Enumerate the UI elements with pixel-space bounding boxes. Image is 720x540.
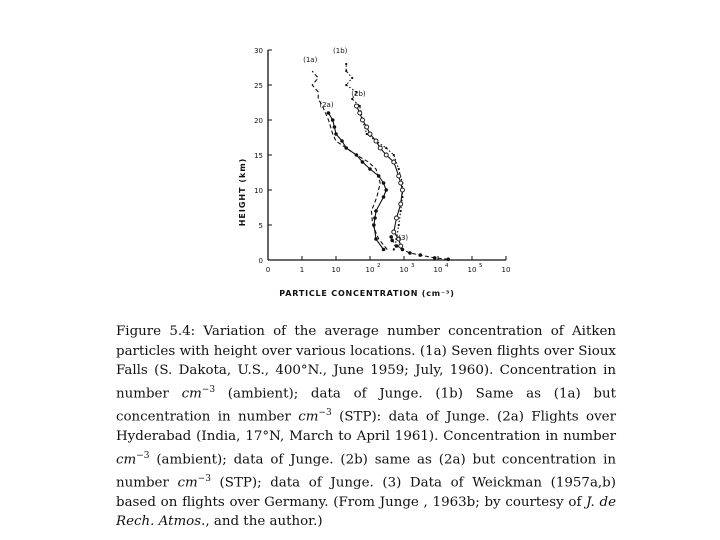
data-point [331, 118, 335, 122]
series-label: (2a) [319, 101, 334, 109]
data-point [368, 132, 372, 136]
data-point [373, 216, 377, 220]
caption-unit-2: cm [298, 409, 319, 425]
y-tick-label: 20 [254, 117, 263, 125]
series-label: (1a) [303, 56, 318, 64]
data-point [389, 235, 393, 239]
data-point [398, 224, 400, 226]
x-tick-label: 10 [433, 266, 443, 274]
data-point [333, 125, 337, 129]
series-label: (2b) [351, 90, 366, 98]
data-point [365, 125, 369, 129]
caption-text-3: (STP): data of Junge. (2a) Flights over Hyderabad (India, 17°N, March to April 1961). Concentration in number [116, 409, 616, 444]
caption-exp-4: −3 [197, 473, 211, 484]
y-tick-label: 25 [254, 82, 263, 90]
data-point [392, 230, 396, 234]
data-point [382, 195, 386, 199]
caption-exp-1: −3 [201, 384, 216, 395]
series-1 [333, 47, 403, 251]
caption-exp-2: −3 [318, 407, 332, 418]
y-axis-label: HEIGHT (km) [238, 157, 247, 227]
data-point [418, 253, 422, 257]
data-point [374, 237, 378, 241]
data-point [399, 202, 403, 206]
chart-series [303, 47, 450, 261]
caption-unit-1: cm [181, 386, 202, 402]
data-point [351, 77, 353, 79]
y-tick-label: 0 [258, 257, 263, 265]
caption-label: Figure 5.4: [116, 324, 196, 339]
x-tick-label: 10 [331, 266, 341, 274]
data-point [360, 118, 364, 122]
x-tick-label: 10 [467, 266, 477, 274]
data-point [359, 105, 361, 107]
series-4 [389, 234, 450, 261]
data-point [345, 84, 347, 86]
data-point [372, 223, 376, 227]
data-point [392, 160, 396, 164]
data-point [384, 188, 388, 192]
y-tick-label: 15 [254, 152, 263, 160]
caption-text-1: Variation of the average number concentration of Aitken particles with height over various locations. (1a) Seven flights over Sioux Falls (S. Dakota, U.S., 400°N., June 1959; July, 1960). Concentration in number [116, 324, 616, 402]
chart-ticks [254, 47, 510, 274]
y-tick-label: 10 [254, 187, 263, 195]
data-point [384, 153, 388, 157]
data-point [400, 188, 404, 192]
data-point [368, 167, 372, 171]
x-tick-label: 10 [501, 266, 511, 274]
x-tick-label: 10 [399, 266, 409, 274]
x-tick-exponent: 5 [479, 263, 483, 269]
data-point [345, 63, 347, 65]
data-point [334, 132, 338, 136]
caption-unit-4: cm [177, 475, 198, 491]
caption-text-4: (ambient); data of Junge. (2b) same as (2a) but concentration in number [116, 451, 616, 491]
caption-exp-3: −3 [136, 450, 150, 461]
y-tick-label: 5 [258, 222, 263, 230]
series-label: (3) [398, 233, 409, 242]
data-point [401, 248, 405, 252]
data-point [408, 251, 412, 255]
data-point [340, 139, 344, 143]
concentration-height-chart [230, 40, 511, 310]
series-2 [319, 101, 388, 251]
data-point [378, 146, 382, 150]
data-point [361, 160, 365, 164]
data-point [374, 209, 378, 213]
data-point [433, 256, 437, 260]
data-point [374, 139, 378, 143]
caption-unit-3: cm [116, 451, 137, 467]
x-tick-exponent: 3 [411, 263, 415, 269]
data-point [327, 111, 331, 115]
data-point [351, 98, 353, 100]
figure-caption [116, 322, 616, 532]
data-point [382, 181, 386, 185]
y-tick-label: 30 [254, 47, 263, 55]
data-point [399, 181, 403, 185]
x-tick-exponent: 4 [445, 263, 449, 269]
data-point [393, 248, 395, 250]
x-tick-label: 10 [365, 266, 375, 274]
caption-text-5: (STP); data of Junge. (3) Data of Weickman (1957a,b) based on flights over Germany. (From Junge , 1963b; by courtesy of [116, 475, 616, 510]
series-line [312, 71, 387, 250]
data-point [399, 244, 403, 248]
data-point [390, 239, 394, 243]
x-tick-label: 1 [299, 266, 305, 274]
series-label: (1b) [333, 47, 348, 55]
caption-text-6: , and the author.) [205, 514, 323, 530]
x-tick-label: 0 [265, 266, 271, 274]
data-point [345, 70, 347, 72]
data-point [398, 168, 400, 170]
x-tick-exponent: 2 [377, 263, 381, 269]
data-point [355, 153, 359, 157]
data-point [382, 248, 386, 252]
series-3 [351, 90, 404, 248]
data-point [395, 244, 399, 248]
caption-journal: J. de Rech. Atmos. [116, 494, 616, 530]
data-point [344, 146, 348, 150]
caption-text-2: (ambient); data of Junge. (1b) Same as (1a) but concentration in number [116, 386, 616, 425]
data-point [394, 216, 398, 220]
data-point [358, 111, 362, 115]
data-point [393, 154, 395, 156]
data-point [354, 104, 358, 108]
data-point [385, 147, 387, 149]
data-point [400, 210, 402, 212]
x-axis-label: PARTICLE CONCENTRATION (cm⁻³) [279, 289, 455, 298]
data-point [377, 174, 381, 178]
data-point [446, 258, 450, 262]
data-point [397, 174, 401, 178]
data-point [366, 133, 368, 135]
